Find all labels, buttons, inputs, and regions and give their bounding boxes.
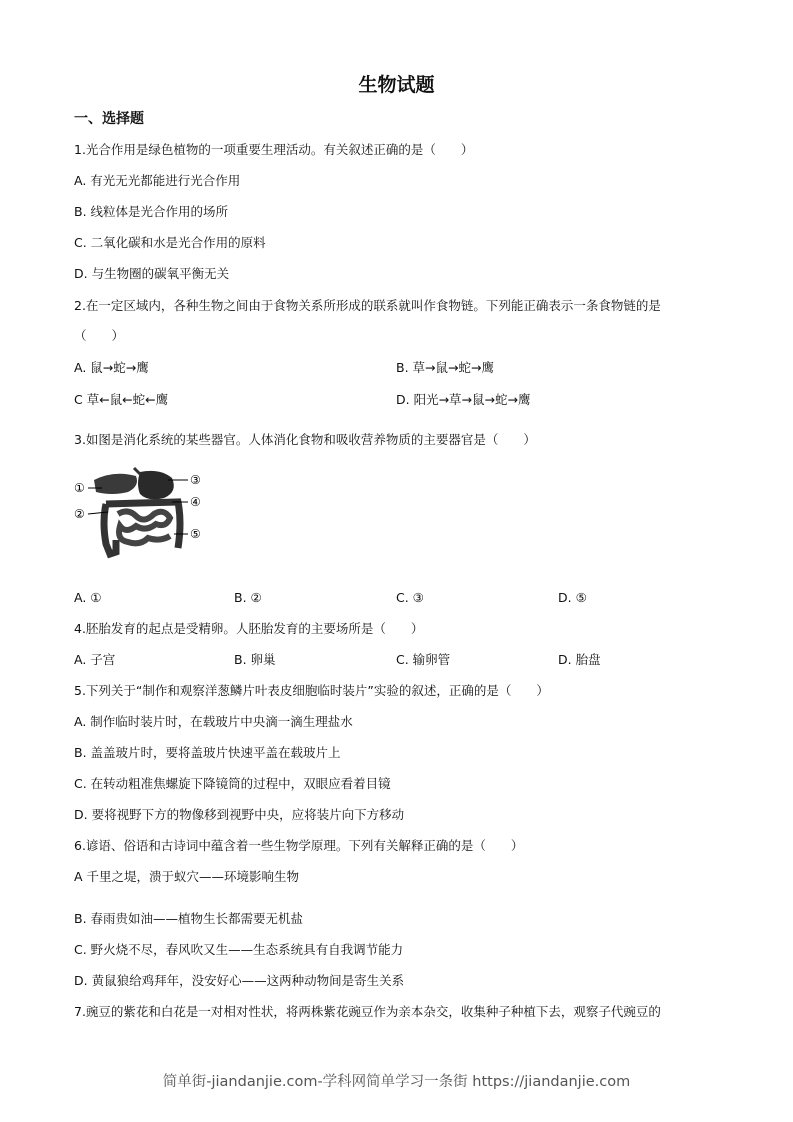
footer-watermark: 简单街-jiandanjie.com-学科网简单学习一条街 https://jiandanjie.com	[162, 1074, 631, 1090]
question-7-stem: 7.豌豆的紫花和白花是一对相对性状，将两株紫花豌豆作为亲本杂交，收集种子种植下去，观察子代豌豆的	[74, 1004, 661, 1019]
question-6-option-d: D. 黄鼠狼给鸡拜年，没安好心——这两种动物间是寄生关系	[74, 973, 405, 988]
figure-label-5: ⑤	[190, 527, 201, 541]
question-4-option-c: C. 输卵管	[396, 652, 451, 667]
question-2-option-a: A. 鼠→蛇→鹰	[74, 360, 149, 375]
question-1-option-d: D. 与生物圈的碳氧平衡无关	[74, 266, 230, 281]
question-2-option-b: B. 草→鼠→蛇→鹰	[396, 360, 494, 375]
figure-label-4: ④	[190, 495, 201, 509]
question-6-option-a: A 千里之堤，溃于蚁穴——环境影响生物	[74, 869, 300, 884]
section-heading: 一、选择题	[74, 111, 144, 127]
question-5-option-c: C. 在转动粗准焦螺旋下降镜筒的过程中，双眼应看着目镜	[74, 776, 391, 791]
question-1-option-c: C. 二氧化碳和水是光合作用的原料	[74, 235, 266, 250]
question-2-option-c: C 草←鼠←蛇←鹰	[74, 392, 169, 407]
question-2-option-d: D. 阳光→草→鼠→蛇→鹰	[396, 392, 531, 407]
question-3-option-c: C. ③	[396, 590, 424, 605]
question-3-option-b: B. ②	[234, 590, 262, 605]
stomach-shape	[138, 471, 174, 499]
large-intestine-left	[104, 504, 116, 554]
esophagus-shape	[134, 468, 140, 474]
question-1-option-a: A. 有光无光都能进行光合作用	[74, 173, 241, 188]
question-3-option-a: A. ①	[74, 590, 102, 605]
question-4-stem: 4.胚胎发育的起点是受精卵。人胚胎发育的主要场所是（ ）	[74, 621, 424, 636]
question-1-stem: 1.光合作用是绿色植物的一项重要生理活动。有关叙述正确的是（ ）	[74, 142, 474, 157]
figure-label-2: ②	[74, 507, 85, 521]
question-6-option-c: C. 野火烧不尽，春风吹又生——生态系统具有自我调节能力	[74, 942, 404, 957]
figure-label-3: ③	[190, 473, 201, 487]
small-intestine-shape	[118, 511, 170, 543]
page-title: 生物试题	[358, 74, 435, 96]
question-1-option-b: B. 线粒体是光合作用的场所	[74, 204, 229, 219]
question-3-option-d: D. ⑤	[558, 590, 587, 605]
question-3-stem: 3.如图是消化系统的某些器官。人体消化食物和吸收营养物质的主要器官是（ ）	[74, 432, 536, 447]
liver-shape	[94, 474, 137, 494]
digestive-system-figure	[74, 462, 210, 570]
question-5-option-d: D. 要将视野下方的物像移到视野中央，应将装片向下方移动	[74, 807, 405, 822]
question-4-option-d: D. 胎盘	[558, 652, 601, 667]
question-4-option-b: B. 卵巢	[234, 652, 276, 667]
question-6-option-b: B. 春雨贵如油——植物生长都需要无机盐	[74, 911, 304, 926]
question-2-stem: 2.在一定区域内，各种生物之间由于食物关系所形成的联系就叫作食物链。下列能正确表示一条食物链的是	[74, 298, 661, 313]
question-4-option-a: A. 子宫	[74, 652, 116, 667]
question-6-stem: 6.谚语、俗语和古诗词中蕴含着一些生物学原理。下列有关解释正确的是（ ）	[74, 838, 524, 853]
question-5-stem: 5.下列关于“制作和观察洋葱鳞片叶表皮细胞临时装片”实验的叙述，正确的是（ ）	[74, 683, 549, 698]
question-5-option-a: A. 制作临时装片时，在载玻片中央滴一滴生理盐水	[74, 714, 353, 729]
question-2-stem-cont: （ ）	[74, 328, 125, 343]
figure-label-1: ①	[74, 481, 85, 495]
question-5-option-b: B. 盖盖玻片时，要将盖玻片快速平盖在载玻片上	[74, 745, 341, 760]
